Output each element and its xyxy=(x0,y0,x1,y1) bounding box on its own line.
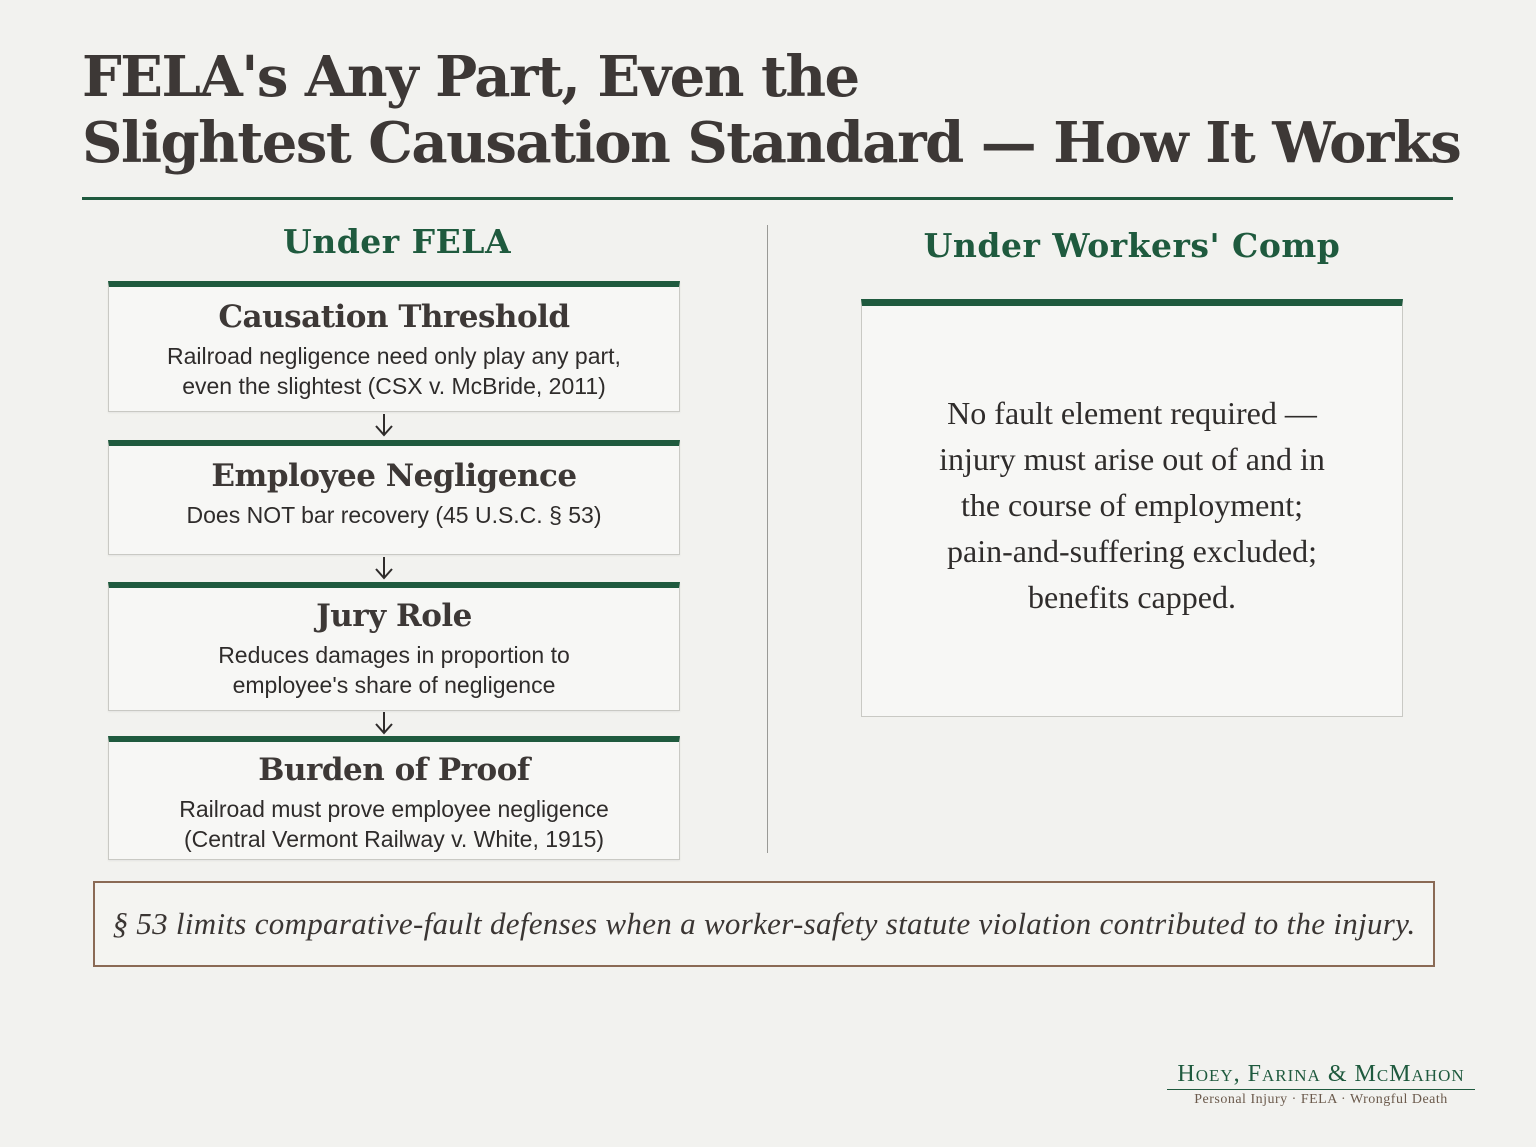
step-description-line: (Central Vermont Railway v. White, 1915) xyxy=(183,826,605,852)
workers-comp-box xyxy=(861,299,1403,717)
workers-comp-line: benefits capped. xyxy=(1028,579,1236,615)
step-jury-role xyxy=(108,582,680,711)
step-description xyxy=(109,640,679,700)
step-description-line: employee's share of negligence xyxy=(232,672,556,698)
workers-comp-line: the course of employment; xyxy=(960,487,1304,523)
step-description xyxy=(109,341,679,401)
step-description xyxy=(109,500,679,530)
firm-logo xyxy=(1160,1060,1482,1108)
page-title xyxy=(82,44,1462,176)
step-title: Employee Negligence xyxy=(211,458,577,494)
fela-column-heading: Under FELA xyxy=(282,222,512,261)
step-description-line: Railroad negligence need only play any part, xyxy=(167,343,621,369)
step-description-line: even the slightest (CSX v. McBride, 2011) xyxy=(182,373,606,399)
firm-name: Hoey, Farina & McMahon xyxy=(1177,1061,1465,1087)
footnote-box xyxy=(93,881,1435,967)
workers-comp-line: injury must arise out of and in xyxy=(939,441,1325,477)
workers-comp-column-heading: Under Workers' Comp xyxy=(923,226,1341,265)
step-description-line: Does NOT bar recovery (45 U.S.C. § 53) xyxy=(186,502,602,528)
step-causation-threshold xyxy=(108,281,680,412)
arrow-down-icon xyxy=(372,710,396,736)
workers-comp-description xyxy=(922,390,1342,620)
logo-divider xyxy=(1167,1089,1475,1090)
workers-comp-line: pain-and-suffering excluded; xyxy=(947,533,1317,569)
arrow-down-icon xyxy=(372,555,396,581)
step-title: Jury Role xyxy=(316,598,472,634)
step-title: Burden of Proof xyxy=(258,752,530,788)
firm-tagline: Personal Injury · FELA · Wrongful Death xyxy=(1194,1092,1448,1107)
step-burden-of-proof xyxy=(108,736,680,860)
title-divider xyxy=(82,197,1453,200)
workers-comp-line: No fault element required — xyxy=(947,395,1317,431)
column-divider xyxy=(767,225,768,853)
step-employee-negligence xyxy=(108,440,680,555)
step-description-line: Reduces damages in proportion to xyxy=(218,642,570,668)
footnote-text: § 53 limits comparative-fault defenses when a worker-safety statute violation contributed to the injury. xyxy=(112,906,1416,941)
step-description xyxy=(109,794,679,854)
step-title: Causation Threshold xyxy=(218,299,570,335)
step-description-line: Railroad must prove employee negligence xyxy=(179,796,609,822)
title-line-2: Slightest Causation Standard — How It Works xyxy=(82,110,1461,176)
title-line-1: FELA's Any Part, Even the xyxy=(82,44,859,110)
arrow-down-icon xyxy=(372,412,396,438)
